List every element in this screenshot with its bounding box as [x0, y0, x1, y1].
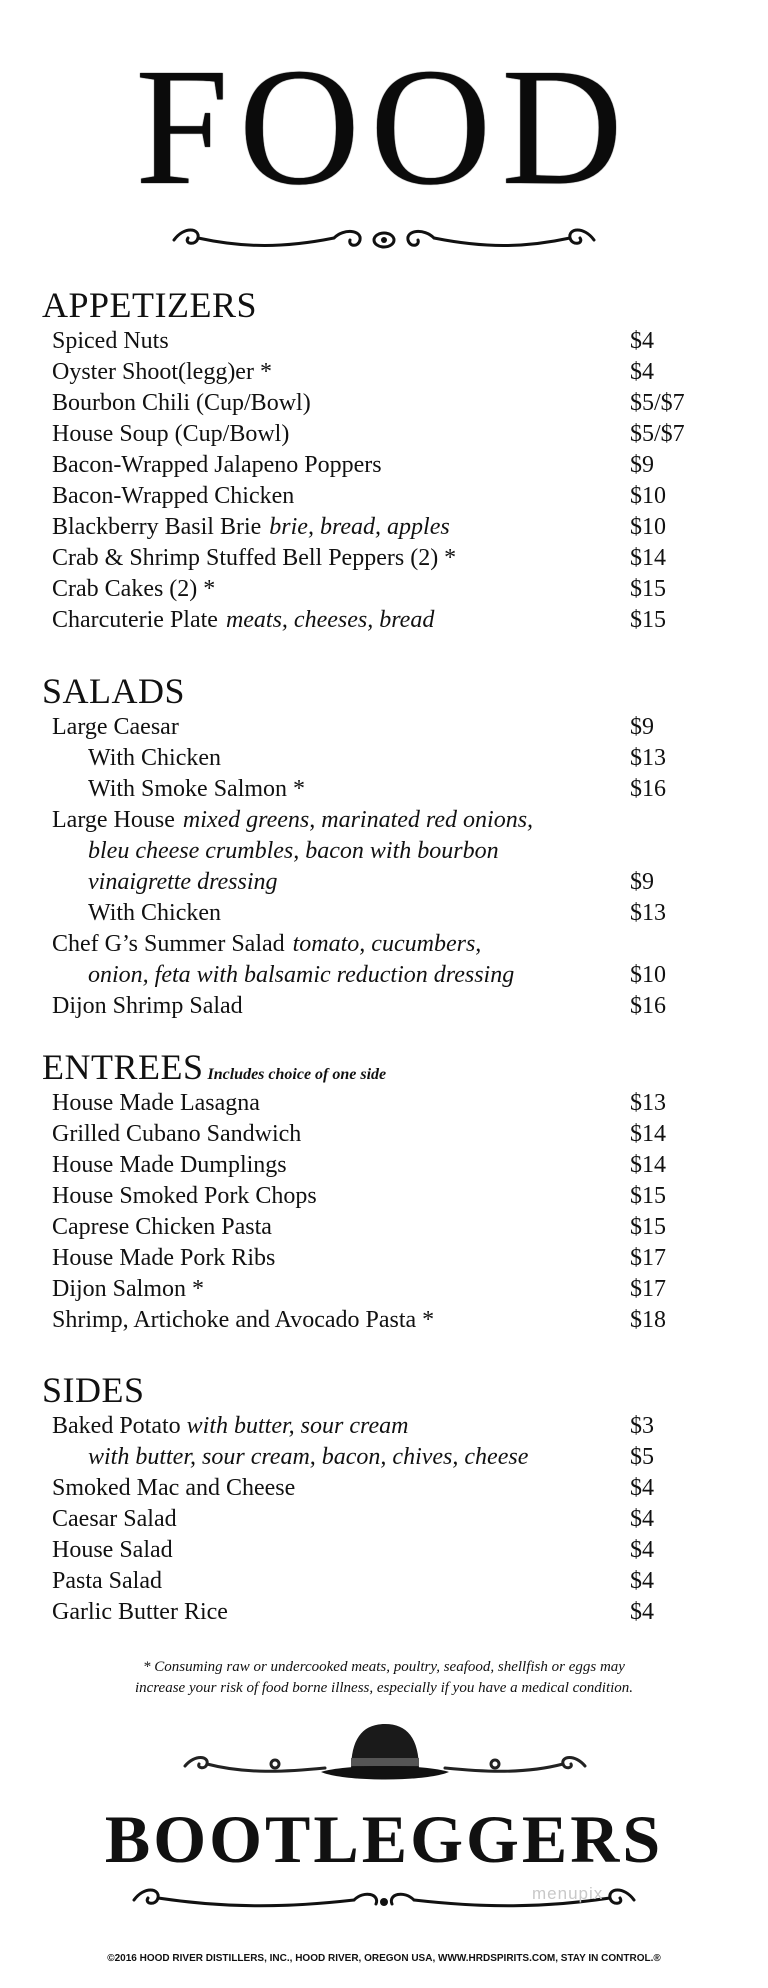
menu-item [52, 1273, 702, 1305]
menu-item [52, 711, 702, 743]
menu-item-continued [52, 1441, 702, 1473]
food-safety-footnote [0, 1657, 768, 1699]
menu-item [52, 1211, 702, 1243]
menu-item [52, 604, 702, 636]
watermark: menupix [532, 1884, 604, 1903]
brand-logo: BOOTLEGGERS [104, 1801, 664, 1877]
section-title-salads: SALADS [42, 671, 186, 711]
menu-item [52, 897, 702, 929]
menu-item [52, 480, 702, 512]
item-price: $16 [630, 993, 666, 1019]
item-price: $14 [630, 545, 666, 571]
item-name: Grilled Cubano Sandwich [52, 1121, 302, 1147]
item-price: $5/$7 [630, 421, 685, 447]
item-price: $13 [630, 900, 666, 926]
menu-item [52, 1565, 702, 1597]
menu-item [52, 387, 702, 419]
item-desc: onion, feta with balsamic reduction dressing [88, 962, 515, 988]
menu-item [52, 1118, 702, 1150]
item-desc: meats, cheeses, bread [225, 607, 435, 633]
item-price: $16 [630, 776, 666, 802]
page-title: FOOD [135, 34, 633, 220]
item-name: House Made Pork Ribs [52, 1245, 276, 1271]
item-price: $10 [630, 514, 666, 540]
item-name: Bacon-Wrapped Chicken [52, 483, 295, 509]
item-name: House Smoked Pork Chops [52, 1183, 317, 1209]
item-price: $4 [630, 1568, 654, 1594]
item-price: $9 [630, 714, 654, 740]
menu-item [52, 325, 702, 357]
item-desc: with butter, sour cream, bacon, chives, cheese [88, 1444, 529, 1470]
menu-item [52, 1087, 702, 1119]
menu-item-continued [52, 959, 702, 991]
footnote-line: * Consuming raw or undercooked meats, poultry, seafood, shellfish or eggs may [143, 1659, 625, 1675]
item-name-with-desc [52, 804, 533, 836]
item-name: House Soup (Cup/Bowl) [52, 421, 290, 447]
item-price: $17 [630, 1276, 666, 1302]
item-name: Dijon Shrimp Salad [52, 993, 243, 1019]
item-price: $5 [630, 1444, 654, 1470]
item-price: $9 [630, 869, 654, 895]
item-name: With Chicken [88, 900, 222, 926]
item-price: $4 [630, 1506, 654, 1532]
item-name-with-desc [52, 604, 434, 636]
item-name: Garlic Butter Rice [52, 1599, 228, 1625]
item-name: Blackberry Basil Brie [52, 514, 262, 540]
item-desc: vinaigrette dressing [88, 869, 278, 895]
menu-item [52, 418, 702, 450]
item-name: Baked Potato [52, 1413, 181, 1439]
item-price: $15 [630, 1183, 666, 1209]
menu-item [52, 990, 702, 1022]
item-name: Large House [52, 807, 175, 833]
menu-item [52, 542, 702, 574]
menu-item [52, 1304, 702, 1336]
item-price: $14 [630, 1152, 666, 1178]
menu-item [52, 804, 702, 836]
item-name: With Smoke Salmon * [88, 776, 306, 802]
item-price: $4 [630, 328, 654, 354]
item-name: House Salad [52, 1537, 173, 1563]
item-price: $15 [630, 607, 666, 633]
item-price: $9 [630, 452, 654, 478]
item-name: Pasta Salad [52, 1568, 162, 1594]
menu-item [52, 356, 702, 388]
item-price: $3 [630, 1413, 654, 1439]
item-name: Caprese Chicken Pasta [52, 1214, 272, 1240]
item-name: Bacon-Wrapped Jalapeno Poppers [52, 452, 382, 478]
item-name-with-desc [52, 928, 481, 960]
item-name-with-desc [52, 511, 450, 543]
item-price: $10 [630, 962, 666, 988]
item-price: $14 [630, 1121, 666, 1147]
item-price: $13 [630, 1090, 666, 1116]
item-price: $4 [630, 359, 654, 385]
menu-item [52, 1180, 702, 1212]
section-note: Includes choice of one side [207, 1066, 387, 1083]
menu-item [52, 1503, 702, 1535]
section-title-appetizers: APPETIZERS [42, 285, 258, 325]
bowler-hat-icon [175, 1718, 595, 1790]
menu-item [52, 1242, 702, 1274]
item-name: Oyster Shoot(legg)er * [52, 359, 272, 385]
item-price: $4 [630, 1475, 654, 1501]
item-name: Crab Cakes (2) * [52, 576, 216, 602]
item-desc: bleu cheese crumbles, bacon with bourbon [88, 838, 499, 864]
item-price: $15 [630, 1214, 666, 1240]
menu-item [52, 742, 702, 774]
footnote-line: increase your risk of food borne illness, especially if you have a medical condition. [134, 1680, 634, 1696]
item-desc: brie, bread, apples [269, 514, 450, 540]
menu-item [52, 928, 702, 960]
item-price: $18 [630, 1307, 666, 1333]
item-name: With Chicken [88, 745, 222, 771]
item-price: $13 [630, 745, 666, 771]
item-name: House Made Dumplings [52, 1152, 287, 1178]
item-price: $17 [630, 1245, 666, 1271]
item-price: $4 [630, 1537, 654, 1563]
menu-item-continued [52, 866, 702, 898]
item-price: $5/$7 [630, 390, 685, 416]
menu-item [52, 1534, 702, 1566]
copyright-notice: ©2016 HOOD RIVER DISTILLERS, INC., HOOD RIVER, OREGON USA, WWW.HRDSPIRITS.COM, STAY IN CONTROL.® [107, 1953, 661, 1964]
item-name: Bourbon Chili (Cup/Bowl) [52, 390, 311, 416]
menu-item [52, 1472, 702, 1504]
item-desc: tomato, cucumbers, [292, 931, 482, 957]
item-name: Dijon Salmon * [52, 1276, 205, 1302]
item-name: House Made Lasagna [52, 1090, 260, 1116]
item-name: Smoked Mac and Cheese [52, 1475, 296, 1501]
menu-item [52, 1410, 702, 1442]
section-title-entrees [42, 1046, 386, 1088]
item-desc: with butter, sour cream [186, 1413, 409, 1439]
item-desc: mixed greens, marinated red onions, [182, 807, 534, 833]
item-name: Large Caesar [52, 714, 179, 740]
menu-item [52, 773, 702, 805]
section-title-text: ENTREES [42, 1047, 204, 1087]
menu-item [52, 1149, 702, 1181]
item-name: Shrimp, Artichoke and Avocado Pasta * [52, 1307, 435, 1333]
item-price: $4 [630, 1599, 654, 1625]
item-name-with-desc [52, 1410, 408, 1442]
item-name: Chef G’s Summer Salad [52, 931, 285, 957]
item-name: Charcuterie Plate [52, 607, 218, 633]
item-price: $15 [630, 576, 666, 602]
menu-item [52, 573, 702, 605]
section-title-sides: SIDES [42, 1370, 145, 1410]
menu-item-continued [52, 835, 702, 867]
menu-item [52, 511, 702, 543]
menu-item [52, 449, 702, 481]
ornament-flourish-icon [164, 218, 604, 258]
item-name: Crab & Shrimp Stuffed Bell Peppers (2) * [52, 545, 457, 571]
item-name: Caesar Salad [52, 1506, 177, 1532]
menu-item [52, 1596, 702, 1628]
item-name: Spiced Nuts [52, 328, 169, 354]
item-price: $10 [630, 483, 666, 509]
